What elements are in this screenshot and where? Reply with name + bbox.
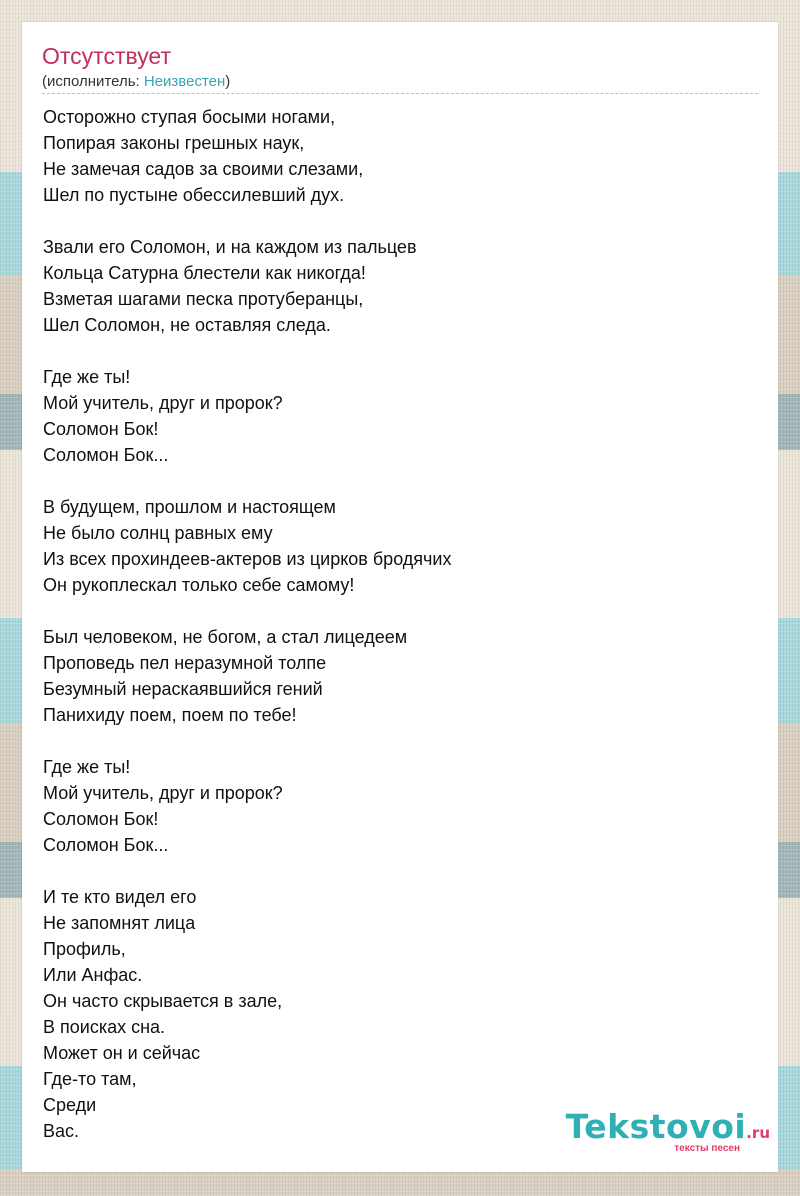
lyric-line: Не запомнят лица [43,913,196,933]
lyric-line: И те кто видел его [43,887,197,907]
stanza-break [43,598,743,624]
stanza-break [43,338,743,364]
lyric-line: Шел Соломон, не оставляя следа. [43,315,331,335]
stanza-break [43,728,743,754]
lyric-line: Панихиду поем, поем по тебе! [43,705,297,725]
lyric-line: Соломон Бок... [43,835,169,855]
lyric-line: Безумный нераскаявшийся гений [43,679,323,699]
lyric-line: Он рукоплескал только себе самому! [43,575,355,595]
artist-suffix: ) [225,73,231,90]
lyric-line: Взметая шагами песка протуберанцы, [43,289,364,309]
lyric-line: Из всех прохиндеев-актеров из цирков бродячих [43,549,452,569]
lyric-line: Среди [43,1095,97,1115]
artist-prefix: (исполнитель: [42,73,144,90]
lyric-line: Или Анфас. [43,965,143,985]
lyric-line: Вас. [43,1121,80,1141]
lyric-line: Был человеком, не богом, а стал лицедеем [43,627,408,647]
stanza-break [43,208,743,234]
song-title: Отсутствует [42,43,171,69]
lyric-line: Мой учитель, друг и пророк? [43,393,283,413]
artist-line [42,72,230,92]
lyric-line: Может он и сейчас [43,1043,201,1063]
logo-name: Tekstovoi [565,1107,747,1146]
lyrics-text [43,104,743,1144]
lyric-line: Не замечая садов за своими слезами, [43,159,364,179]
lyric-line: В поисках сна. [43,1017,166,1037]
lyric-line: Не было солнц равных ему [43,523,273,543]
lyric-line: Он часто скрывается в зале, [43,991,283,1011]
lyric-line: Осторожно ступая босыми ногами, [43,107,336,127]
lyric-line: Мой учитель, друг и пророк? [43,783,283,803]
lyric-line: Профиль, [43,939,126,959]
lyric-line: Проповедь пел неразумной толпе [43,653,327,673]
logo-tagline: тексты песен [674,1143,740,1154]
lyric-line: Соломон Бок! [43,809,159,829]
stanza-break [43,468,743,494]
lyric-line: Звали его Соломон, и на каждом из пальцев [43,237,417,257]
stanza-break [43,858,743,884]
lyric-line: Кольца Сатурна блестели как никогда! [43,263,366,283]
lyric-line: Шел по пустыне обессилевший дух. [43,185,345,205]
lyric-line: Где же ты! [43,757,131,777]
artist-link[interactable]: Неизвестен [143,73,226,90]
logo-tld: .ru [746,1124,770,1142]
title-divider [42,93,758,94]
site-logo[interactable] [565,1107,770,1154]
lyrics-card [22,22,778,1172]
bg-stripe [0,1170,800,1196]
lyric-line: Соломон Бок... [43,445,169,465]
lyric-line: Соломон Бок! [43,419,159,439]
lyric-line: Где же ты! [43,367,131,387]
lyric-line: Попирая законы грешных наук, [43,133,305,153]
lyric-line: В будущем, прошлом и настоящем [43,497,336,517]
lyric-line: Где-то там, [43,1069,137,1089]
